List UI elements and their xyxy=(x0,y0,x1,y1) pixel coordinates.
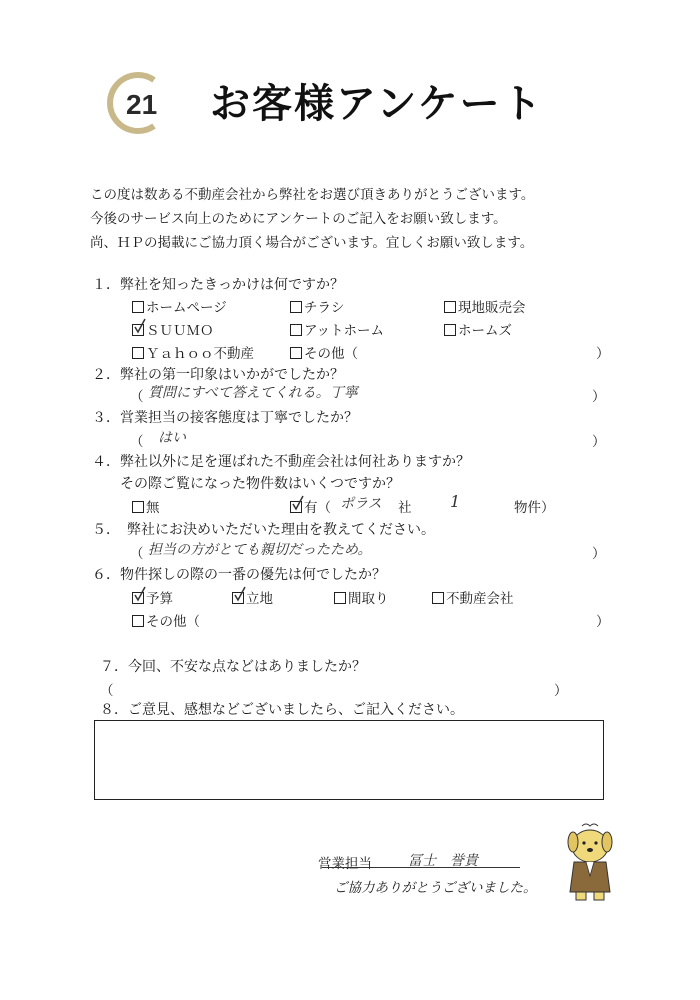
checkbox-checked[interactable] xyxy=(132,324,144,336)
q3-open-paren: （ xyxy=(130,434,144,450)
checkbox[interactable] xyxy=(132,501,144,513)
q4-label: ４．弊社以外に足を運ばれた不動産会社は何社ありますか？ xyxy=(92,454,470,470)
checkbox[interactable] xyxy=(444,324,456,336)
intro-line-3: 尚、ＨＰの掲載にご協力頂く場合がございます。宜しくお願い致します。 xyxy=(90,235,534,251)
intro-line-1: この度は数ある不動産会社から弊社をお選び頂きありがとうございます。 xyxy=(90,187,535,203)
checkbox[interactable] xyxy=(132,301,144,313)
q1-close-paren: ） xyxy=(596,346,610,362)
q1-option-suumo[interactable]: ＳＵＵＭＯ xyxy=(132,319,214,339)
thanks-message: ご協力ありがとうございました。 xyxy=(334,880,537,896)
q4-sub-label: その際ご覧になった物件数はいくつですか？ xyxy=(120,476,400,492)
q2-answer[interactable]: 質問にすべて答えてくれる。丁寧 xyxy=(148,385,358,401)
check-mark-icon xyxy=(134,318,146,334)
q1-option-open-house[interactable]: 現地販売会 xyxy=(444,296,526,316)
q6-option-location[interactable]: 立地 xyxy=(232,587,273,607)
q1-option-other[interactable]: その他（ xyxy=(290,342,358,362)
q4-sha-label: 社 xyxy=(398,500,412,516)
q5-label: ５． 弊社にお決めいただいた理由を教えてください。 xyxy=(92,522,435,538)
q4-answer-company[interactable]: ポラス xyxy=(340,496,382,512)
q2-label: ２．弊社の第一印象はいかがでしたか？ xyxy=(92,367,344,383)
staff-name: 冨士 誉貴 xyxy=(408,853,478,869)
q1-option-athome[interactable]: アットホーム xyxy=(290,319,384,339)
q6-label: ６．物件探しの際の一番の優先は何でしたか？ xyxy=(92,567,386,583)
q4-answer-count[interactable]: 1 xyxy=(450,492,461,511)
q5-open-paren: （ xyxy=(130,546,144,562)
q3-label: ３．営業担当の接客態度は丁寧でしたか？ xyxy=(92,410,358,426)
q3-answer[interactable]: はい xyxy=(158,430,186,446)
checkbox-checked[interactable] xyxy=(132,592,144,604)
q6-option-other[interactable]: その他（ xyxy=(132,610,200,630)
q4-option-yes[interactable]: 有（ xyxy=(290,496,331,516)
signature-line xyxy=(322,867,520,868)
q1-option-homepage[interactable]: ホームページ xyxy=(132,296,227,316)
checkbox[interactable] xyxy=(444,301,456,313)
q4-bukken-label: 物件） xyxy=(514,500,555,516)
q1-option-yahoo[interactable]: Ｙａｈｏｏ不動産 xyxy=(132,342,254,362)
q7-open-paren: （ xyxy=(100,683,114,699)
q7-close-paren: ） xyxy=(554,683,568,699)
dog-mascot-icon xyxy=(560,820,620,904)
q4-option-none[interactable]: 無 xyxy=(132,496,160,516)
checkbox-checked[interactable] xyxy=(290,501,302,513)
q5-answer[interactable]: 担当の方がとても親切だったため。 xyxy=(148,542,372,558)
q1-option-homes[interactable]: ホームズ xyxy=(444,319,512,339)
checkbox-checked[interactable] xyxy=(232,592,244,604)
checkbox[interactable] xyxy=(290,324,302,336)
q7-label: ７．今回、不安な点などはありましたか？ xyxy=(100,659,366,675)
q6-option-agency[interactable]: 不動産会社 xyxy=(432,587,514,607)
q2-open-paren: （ xyxy=(130,389,144,405)
intro-line-2: 今後のサービス向上のためにアンケートのご記入をお願い致します。 xyxy=(90,211,507,227)
check-mark-icon xyxy=(292,495,304,511)
century21-logo xyxy=(104,68,174,138)
checkbox[interactable] xyxy=(334,592,346,604)
q6-option-budget[interactable]: 予算 xyxy=(132,587,173,607)
q1-option-flyer[interactable]: チラシ xyxy=(290,296,345,316)
q5-close-paren: ） xyxy=(592,546,606,562)
checkbox[interactable] xyxy=(132,347,144,359)
q6-close-paren: ） xyxy=(596,614,610,630)
check-mark-icon xyxy=(234,586,246,602)
q1-label: １．弊社を知ったきっかけは何ですか？ xyxy=(92,277,344,293)
logo-text: 21 xyxy=(126,89,158,120)
staff-label: 営業担当 xyxy=(318,856,372,872)
checkbox[interactable] xyxy=(290,301,302,313)
check-mark-icon xyxy=(134,586,146,602)
q3-close-paren: ） xyxy=(592,434,606,450)
q2-close-paren: ） xyxy=(592,389,606,405)
checkbox[interactable] xyxy=(290,347,302,359)
page-title: お客様アンケート xyxy=(210,81,544,127)
checkbox[interactable] xyxy=(432,592,444,604)
q6-option-layout[interactable]: 間取り xyxy=(334,587,389,607)
q8-label: ８．ご意見、感想などございましたら、ご記入ください。 xyxy=(100,702,464,718)
checkbox[interactable] xyxy=(132,615,144,627)
comment-box[interactable] xyxy=(94,720,604,800)
